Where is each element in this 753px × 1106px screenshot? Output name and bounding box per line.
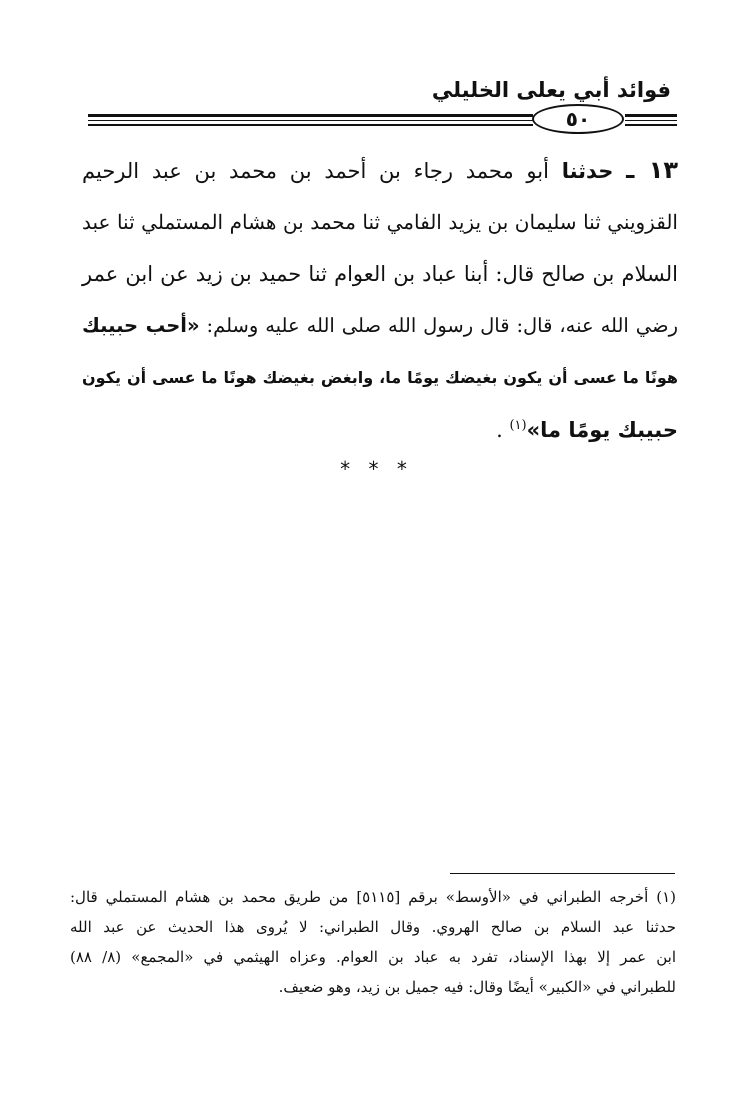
header-rule-right-thick	[625, 114, 677, 117]
hadith-line-6	[82, 404, 678, 456]
hadith-line-5: هونًا ما عسى أن يكون بغيضك يومًا ما، وابغض بغيضك هونًا ما عسى أن يكون	[82, 368, 678, 387]
footnote	[70, 882, 676, 1002]
page-number-oval	[532, 104, 624, 134]
footnote-line-4: للطبراني في «الكبير» أيضًا وقال: فيه جميل بن زيد، وهو ضعيف.	[278, 978, 676, 996]
header-rule-thin	[88, 120, 533, 121]
hadith-line-4-text: رضي الله عنه، قال: قال رسول الله صلى الله عليه وسلم:	[199, 314, 678, 337]
header-rule-right-bottom	[625, 124, 677, 126]
page-number: ٥٠	[565, 107, 591, 131]
footnote-line-1: (١) أخرجه الطبراني في «الأوسط» برقم [٥١١٥] من طريق محمد بن هشام المستملي قال:	[70, 888, 676, 906]
footnote-reference: (١)	[509, 418, 527, 433]
hadith-line-1-text: أبو محمد رجاء بن أحمد بن محمد بن عبد الرحيم	[82, 159, 549, 183]
hadith-line-1	[82, 144, 678, 196]
hadith-matn-start: «أحب حبيبك	[82, 314, 200, 337]
footnote-rule	[450, 873, 675, 874]
hadith-line-4	[82, 300, 678, 352]
footnote-line-3: ابن عمر إلا بهذا الإسناد، تفرد به عباد بن العوام. وعزاه الهيثمي في «المجمع» (٨/ ٨٨)	[70, 948, 676, 966]
hadith-text	[82, 144, 678, 456]
header-rule-right-thin	[625, 120, 677, 121]
end-mark: .	[496, 418, 510, 442]
header-rule-thick	[88, 114, 533, 117]
header-rule-bottom	[88, 124, 533, 126]
hadith-lead-word: حدثنا	[561, 159, 614, 183]
hadith-matn-end: حبيبك يومًا ما»	[526, 418, 678, 442]
hadith-line-2: القزويني ثنا سليمان بن يزيد الفامي ثنا محمد بن هشام المستملي ثنا عبد	[82, 210, 678, 234]
section-separator: * * *	[340, 457, 413, 481]
hadith-number: ١٣ ـ	[626, 156, 678, 184]
footnote-line-2: حدثنا عبد السلام بن صالح الهروي. وقال الطبراني: لا يُروى هذا الحديث عن عبد الله	[70, 918, 676, 936]
hadith-line-3: السلام بن صالح قال: أبنا عباد بن العوام ثنا حميد بن زيد عن ابن عمر	[82, 262, 678, 286]
running-title: فوائد أبي يعلى الخليلي	[431, 78, 671, 102]
